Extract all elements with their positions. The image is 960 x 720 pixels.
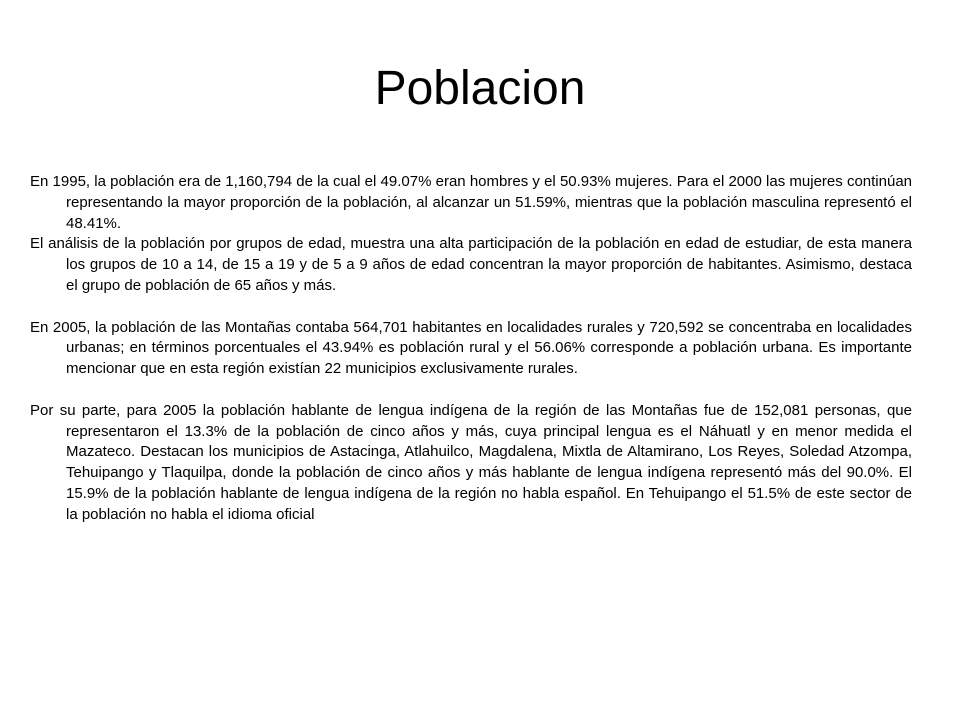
paragraph-indigenous-language: Por su parte, para 2005 la población hablante de lengua indígena de la región de las Montañas fue de 152,081 personas, que representaron el 13.3% de la población de cinco años y más, cuya principal lengua es el Náhuatl y en menor medida el Mazateco. Destacan los municipios de Astacinga, Atlahuilco, Magdalena, Mixtla de Altamirano, Los Reyes, Soledad Atzompa, Tehuipango y Tlaquilpa, donde la población de cinco años y más hablante de lengua indígena representó más del 90.0%. El 15.9% de la población hablante de lengua indígena de la región no habla español. En Tehuipango el 51.5% de este sector de la población no habla el idioma oficial — [30, 401, 912, 523]
paragraph-age-groups: El análisis de la población por grupos de edad, muestra una alta participación de la población en edad de estudiar, de esta manera los grupos de 10 a 14, de 15 a 19 y de 5 a 9 años de edad concentran la mayor proporción de habitantes. Asimismo, destaca el grupo de población de 65 años y más. — [30, 235, 912, 294]
slide-title: Poblacion — [374, 62, 586, 115]
slide-body — [30, 172, 912, 526]
paragraph-1995-population: En 1995, la población era de 1,160,794 de la cual el 49.07% eran hombres y el 50.93% mujeres. Para el 2000 las mujeres continúan representando la mayor proporción de la población, al alcanzar un 51.59%, mientras que la población masculina representó el 48.41%. — [30, 173, 912, 232]
paragraph-2005-rural-urban: En 2005, la población de las Montañas contaba 564,701 habitantes en localidades rurales y 720,592 se concentraba en localidades urbanas; en términos porcentuales el 43.94% es población rural y el 56.06% corresponde a población urbana. Es importante mencionar que en esta región existían 22 municipios exclusivamente rurales. — [30, 318, 912, 378]
